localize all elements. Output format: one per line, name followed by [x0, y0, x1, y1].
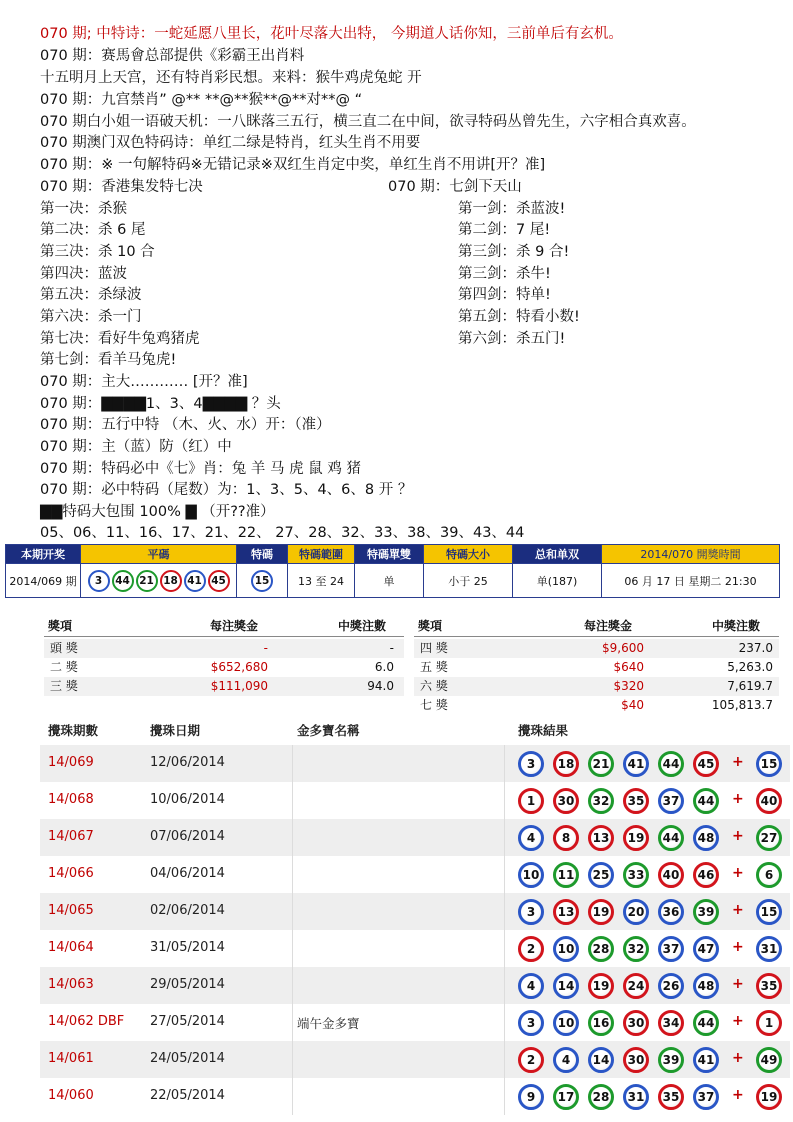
jian-header: 070 期：七剑下天山 — [388, 179, 522, 195]
number-ball: 30 — [623, 1047, 649, 1073]
draw-date: 24/05/2014 — [150, 1051, 225, 1066]
draw-issue: 14/068 — [48, 792, 94, 807]
special-ball: 19 — [756, 1084, 782, 1110]
divider — [504, 967, 505, 1004]
number-ball: 44 — [693, 1010, 719, 1036]
number-ball: 14 — [588, 1047, 614, 1073]
number-ball: 37 — [693, 1084, 719, 1110]
number-ball: 4 — [518, 973, 544, 999]
draw-issue: 14/066 — [48, 866, 94, 881]
jue-item: 第七剑：看羊马兔虎! — [40, 352, 177, 368]
number-ball: 18 — [160, 570, 182, 592]
text-line: 070 期：五行中特 （木、火、水）开：（准） — [40, 417, 331, 433]
plus-sign: + — [732, 828, 744, 844]
number-ball: 2 — [518, 1047, 544, 1073]
draw-issue: 14/061 — [48, 1051, 94, 1066]
text-line: 070 期澳门双色特码诗：单红二绿是特肖，红头生肖不用要 — [40, 135, 421, 151]
jian-item: 第三剑：杀牛! — [458, 266, 551, 282]
number-ball: 10 — [518, 862, 544, 888]
jian-item: 第六剑：杀五门! — [458, 331, 566, 347]
number-ball: 32 — [623, 936, 649, 962]
plus-sign: + — [732, 976, 744, 992]
summary-header: 特碼單雙 — [355, 545, 424, 564]
draw-issue: 14/064 — [48, 940, 94, 955]
summary-draw-time: 06 月 17 日 星期二 21:30 — [602, 564, 780, 598]
table-row — [40, 1078, 790, 1115]
divider — [292, 745, 293, 782]
number-ball: 44 — [658, 825, 684, 851]
number-ball: 21 — [136, 570, 158, 592]
number-ball: 37 — [658, 936, 684, 962]
draw-date: 02/06/2014 — [150, 903, 225, 918]
text-line: 05、06、11、16、17、21、22、 27、28、32、33、38、39、43、44 — [40, 525, 525, 541]
table-row — [40, 967, 790, 1004]
special-ball: 27 — [756, 825, 782, 851]
results-col-header: 攪珠日期 — [150, 723, 201, 738]
jue-item: 第五决：杀绿波 — [40, 287, 142, 303]
number-ball: 34 — [658, 1010, 684, 1036]
text-line: 070 期：主（蓝）防（红）中 — [40, 439, 232, 455]
results-col-header: 攪珠結果 — [518, 723, 569, 738]
divider — [504, 819, 505, 856]
divider — [292, 930, 293, 967]
divider — [504, 782, 505, 819]
number-ball: 24 — [623, 973, 649, 999]
jian-item: 第五剑：特看小数! — [458, 309, 580, 325]
prize-header: 中獎注數 — [712, 619, 761, 633]
summary-header: 总和单双 — [513, 545, 602, 564]
prize-row: 四 獎 $9,600 237.0 — [414, 639, 779, 658]
divider — [504, 930, 505, 967]
number-ball: 19 — [588, 973, 614, 999]
draw-issue: 14/060 — [48, 1088, 94, 1103]
table-row — [40, 930, 790, 967]
draw-date: 10/06/2014 — [150, 792, 225, 807]
prize-header: 獎項 — [418, 619, 443, 633]
table-row — [40, 782, 790, 819]
number-ball: 16 — [588, 1010, 614, 1036]
draw-date: 29/05/2014 — [150, 977, 225, 992]
number-ball: 40 — [658, 862, 684, 888]
number-ball: 44 — [693, 788, 719, 814]
special-ball: 15 — [251, 570, 273, 592]
prize-row: 頭 獎 - - — [44, 639, 404, 658]
divider — [292, 782, 293, 819]
number-ball: 1 — [518, 788, 544, 814]
draw-date: 04/06/2014 — [150, 866, 225, 881]
plus-sign: + — [732, 754, 744, 770]
text-line: 070 期白小姐一语破天机：一八眯落三五行，横三直二在中间，欲寻特码丛曾先生，六字相合真欢喜。 — [40, 114, 696, 130]
number-ball: 47 — [693, 936, 719, 962]
number-ball: 41 — [184, 570, 206, 592]
plus-sign: + — [732, 939, 744, 955]
summary-header: 平碼 — [81, 545, 237, 564]
table-row — [40, 819, 790, 856]
number-ball: 36 — [658, 899, 684, 925]
divider — [504, 1078, 505, 1115]
number-ball: 48 — [693, 825, 719, 851]
text-line: 070 期：▇▇▇▇1、3、4▇▇▇▇ ？头 — [40, 396, 281, 412]
number-ball: 21 — [588, 751, 614, 777]
number-ball: 3 — [518, 751, 544, 777]
number-ball: 41 — [693, 1047, 719, 1073]
jian-item: 第二剑：7 尾! — [458, 222, 551, 238]
number-ball: 26 — [658, 973, 684, 999]
divider — [504, 893, 505, 930]
plus-sign: + — [732, 1087, 744, 1103]
number-ball: 39 — [658, 1047, 684, 1073]
draw-issue: 14/069 — [48, 755, 94, 770]
number-ball: 20 — [623, 899, 649, 925]
divider — [504, 745, 505, 782]
number-ball: 28 — [588, 1084, 614, 1110]
prize-header: 每注獎金 — [210, 619, 259, 633]
summary-odd-even: 单 — [355, 564, 424, 598]
number-ball: 2 — [518, 936, 544, 962]
table-row — [40, 745, 790, 782]
divider — [292, 1004, 293, 1041]
plus-sign: + — [732, 1013, 744, 1029]
number-ball: 28 — [588, 936, 614, 962]
special-ball: 40 — [756, 788, 782, 814]
table-row — [40, 893, 790, 930]
number-ball: 4 — [518, 825, 544, 851]
plus-sign: + — [732, 902, 744, 918]
prize-row: 三 獎 $111,090 94.0 — [44, 677, 404, 696]
number-ball: 45 — [208, 570, 230, 592]
text-line: 070 期：※ 一句解特码※无错记录※双红生肖定中奖，单红生肖不用讲[开？准] — [40, 157, 546, 173]
summary-header: 特碼大小 — [424, 545, 513, 564]
number-ball: 4 — [553, 1047, 579, 1073]
number-ball: 17 — [553, 1084, 579, 1110]
number-ball: 10 — [553, 1010, 579, 1036]
special-ball: 49 — [756, 1047, 782, 1073]
jue-item: 第二决：杀 6 尾 — [40, 222, 146, 238]
draw-date: 07/06/2014 — [150, 829, 225, 844]
draw-summary-table — [5, 544, 780, 598]
special-ball: 15 — [756, 751, 782, 777]
number-ball: 10 — [553, 936, 579, 962]
summary-special — [237, 564, 288, 598]
draw-name: 端午金多寶 — [297, 1016, 360, 1031]
number-ball: 48 — [693, 973, 719, 999]
summary-issue: 2014/069 期 — [6, 564, 81, 598]
jue-item: 第七决：看好牛兔鸡猪虎 — [40, 331, 200, 347]
prize-header: 每注獎金 — [584, 619, 633, 633]
number-ball: 35 — [623, 788, 649, 814]
prize-row: 七 獎 $40 105,813.7 — [420, 698, 773, 712]
summary-header: 本期开奖 — [6, 545, 81, 564]
divider — [292, 856, 293, 893]
special-ball: 15 — [756, 899, 782, 925]
number-ball: 32 — [588, 788, 614, 814]
divider — [504, 856, 505, 893]
number-ball: 9 — [518, 1084, 544, 1110]
number-ball: 31 — [623, 1084, 649, 1110]
divider — [504, 1041, 505, 1078]
jue-header: 070 期：香港集发特七决 — [40, 179, 203, 195]
number-ball: 13 — [553, 899, 579, 925]
text-line: 070 期; 中特诗：一蛇延愿八里长，花叶尽落大出特， 今期道人话你知，三前单后有玄机。 — [40, 26, 623, 42]
jue-item: 第四决：蓝波 — [40, 266, 127, 282]
divider — [504, 1004, 505, 1041]
text-line: ▇▇特码大包围 100% ▇ （开??准） — [40, 504, 275, 520]
divider — [292, 893, 293, 930]
plus-sign: + — [732, 791, 744, 807]
number-ball: 19 — [623, 825, 649, 851]
summary-header: 2014/070 開獎時間 — [602, 545, 780, 564]
number-ball: 37 — [658, 788, 684, 814]
divider — [292, 1041, 293, 1078]
summary-balls — [81, 564, 237, 598]
summary-range: 13 至 24 — [288, 564, 355, 598]
draw-date: 12/06/2014 — [150, 755, 225, 770]
number-ball: 30 — [553, 788, 579, 814]
number-ball: 14 — [553, 973, 579, 999]
text-line: 070 期：特码必中《七》肖：兔 羊 马 虎 鼠 鸡 猪 — [40, 461, 361, 477]
number-ball: 39 — [693, 899, 719, 925]
number-ball: 3 — [88, 570, 110, 592]
number-ball: 19 — [588, 899, 614, 925]
draw-date: 27/05/2014 — [150, 1014, 225, 1029]
number-ball: 45 — [693, 751, 719, 777]
draw-date: 22/05/2014 — [150, 1088, 225, 1103]
divider — [292, 1078, 293, 1115]
jian-item: 第四剑：特单! — [458, 287, 551, 303]
number-ball: 3 — [518, 1010, 544, 1036]
number-ball: 41 — [623, 751, 649, 777]
number-ball: 3 — [518, 899, 544, 925]
prize-row: 五 獎 $640 5,263.0 — [420, 660, 773, 674]
draw-issue: 14/063 — [48, 977, 94, 992]
number-ball: 44 — [112, 570, 134, 592]
text-line: 070 期：必中特码（尾数）为：1、3、5、4、6、8 开 ？ — [40, 482, 413, 498]
number-ball: 35 — [658, 1084, 684, 1110]
prize-header: 中獎注數 — [338, 619, 387, 633]
draw-issue: 14/062 DBF — [48, 1014, 125, 1029]
special-ball: 35 — [756, 973, 782, 999]
table-row — [40, 856, 790, 893]
text-line: 070 期：赛馬會总部提供《彩霸王出肖料 — [40, 48, 305, 64]
summary-size: 小于 25 — [424, 564, 513, 598]
jue-item: 第三决：杀 10 合 — [40, 244, 155, 260]
divider — [292, 819, 293, 856]
number-ball: 25 — [588, 862, 614, 888]
table-row — [40, 1004, 790, 1041]
jue-item: 第一决：杀猴 — [40, 201, 127, 217]
special-ball: 1 — [756, 1010, 782, 1036]
number-ball: 44 — [658, 751, 684, 777]
jian-item: 第三剑：杀 9 合! — [458, 244, 570, 260]
text-line: 十五明月上天宫，还有特肖彩民想。来料：猴牛鸡虎兔蛇 开 — [40, 70, 422, 86]
summary-header: 特碼範圍 — [288, 545, 355, 564]
summary-sum-odd-even: 单(187) — [513, 564, 602, 598]
number-ball: 11 — [553, 862, 579, 888]
draw-issue: 14/065 — [48, 903, 94, 918]
plus-sign: + — [732, 1050, 744, 1066]
number-ball: 8 — [553, 825, 579, 851]
number-ball: 33 — [623, 862, 649, 888]
table-row — [40, 1041, 790, 1078]
draw-issue: 14/067 — [48, 829, 94, 844]
divider — [292, 967, 293, 1004]
number-ball: 18 — [553, 751, 579, 777]
results-col-header: 攪珠期數 — [48, 723, 99, 738]
number-ball: 30 — [623, 1010, 649, 1036]
special-ball: 6 — [756, 862, 782, 888]
summary-header: 特碼 — [237, 545, 288, 564]
draw-date: 31/05/2014 — [150, 940, 225, 955]
text-line: 070 期：主大………… [开？准] — [40, 374, 248, 390]
text-line: 070 期：九宫禁肖” @** **@**猴**@**对**@ “ — [40, 92, 363, 108]
jian-item: 第一剑：杀蓝波! — [458, 201, 566, 217]
prize-row: 二 獎 $652,680 6.0 — [50, 660, 394, 674]
number-ball: 46 — [693, 862, 719, 888]
number-ball: 13 — [588, 825, 614, 851]
plus-sign: + — [732, 865, 744, 881]
prize-row: 六 獎 $320 7,619.7 — [414, 677, 779, 696]
special-ball: 31 — [756, 936, 782, 962]
results-col-header: 金多寶名稱 — [297, 723, 360, 738]
jue-item: 第六决：杀一门 — [40, 309, 142, 325]
prize-header: 獎項 — [48, 619, 73, 633]
